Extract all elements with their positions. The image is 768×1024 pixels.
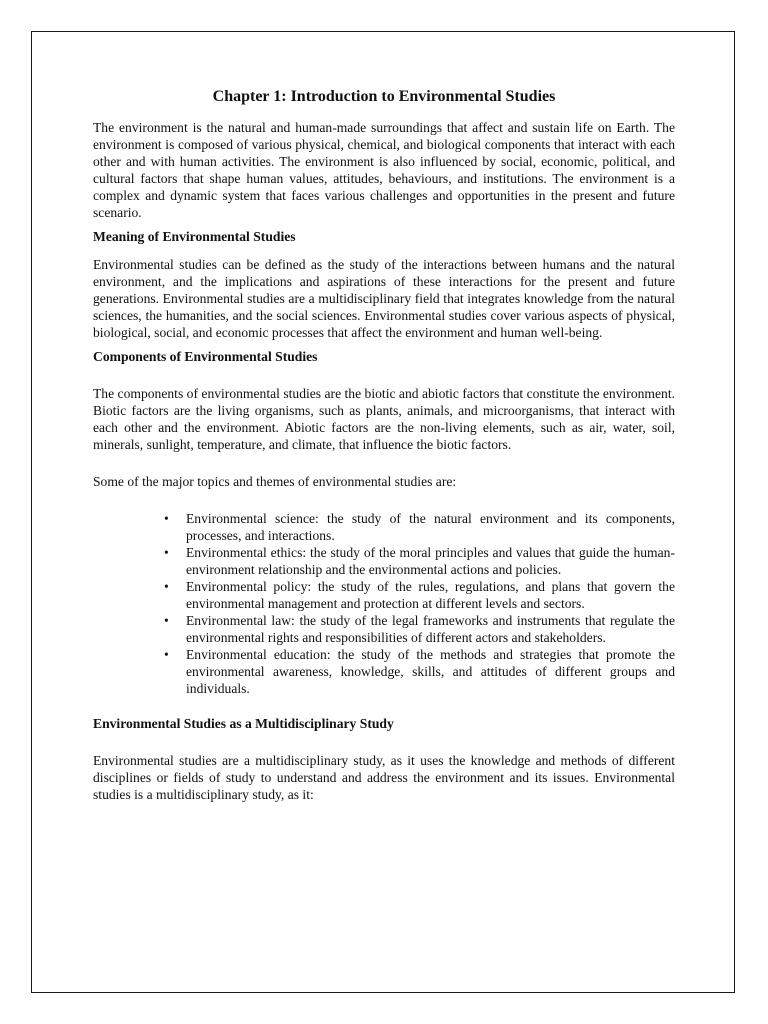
document-body: [93, 86, 675, 803]
topics-intro: Some of the major topics and themes of environmental studies are:: [93, 474, 457, 489]
list-item: • Environmental science: the study of the natural environment and its components, processes, and interactions.: [186, 510, 675, 544]
meaning-paragraph: Environmental studies can be defined as the study of the interactions between humans and the natural environment, and the implications and aspirations of these interactions for the present and future generations. Environmental studies are a multidisciplinary field that integrates knowledge from the natural sciences, the humanities, and the social sciences. Environmental studies cover various aspects of physical, biological, social, and economic processes that affect the environment and human well-being.: [93, 257, 675, 340]
intro-paragraph: The environment is the natural and human-made surroundings that affect and sustain life on Earth. The environment is composed of various physical, chemical, and biological components that interact with each other and with human activities. The environment is also influenced by social, economic, political, and cultural factors that shape human values, attitudes, behaviours, and institutions. The environment is a complex and dynamic system that faces various challenges and opportunities in the present and future scenario.: [93, 120, 675, 220]
multidisciplinary-heading: Environmental Studies as a Multidisciplinary Study: [93, 716, 394, 731]
topics-list: [93, 510, 675, 697]
list-item: • Environmental policy: the study of the rules, regulations, and plans that govern the environmental management and protection at different levels and sectors.: [186, 578, 675, 612]
chapter-title: Chapter 1: Introduction to Environmental Studies: [212, 88, 556, 105]
list-item: • Environmental education: the study of the methods and strategies that promote the environmental awareness, knowledge, skills, and attitudes of different groups and individuals.: [186, 646, 675, 697]
list-item: • Environmental ethics: the study of the moral principles and values that guide the human-environment relationship and the environmental actions and policies.: [186, 544, 675, 578]
components-paragraph: The components of environmental studies are the biotic and abiotic factors that constitute the environment. Biotic factors are the living organisms, such as plants, animals, and microorganisms, that interact with each other and the environment. Abiotic factors are the non-living elements, such as air, water, soil, minerals, sunlight, temperature, and climate, that influence the biotic factors.: [93, 386, 675, 452]
multidisciplinary-paragraph: Environmental studies are a multidisciplinary study, as it uses the knowledge and methods of different disciplines or fields of study to understand and address the environment and its issues. Environmental studies is a multidisciplinary study, as it:: [93, 753, 675, 802]
list-item: • Environmental law: the study of the legal frameworks and instruments that regulate the environmental rights and responsibilities of different actors and stakeholders.: [186, 612, 675, 646]
components-heading: Components of Environmental Studies: [93, 349, 318, 364]
meaning-heading: Meaning of Environmental Studies: [93, 229, 296, 244]
